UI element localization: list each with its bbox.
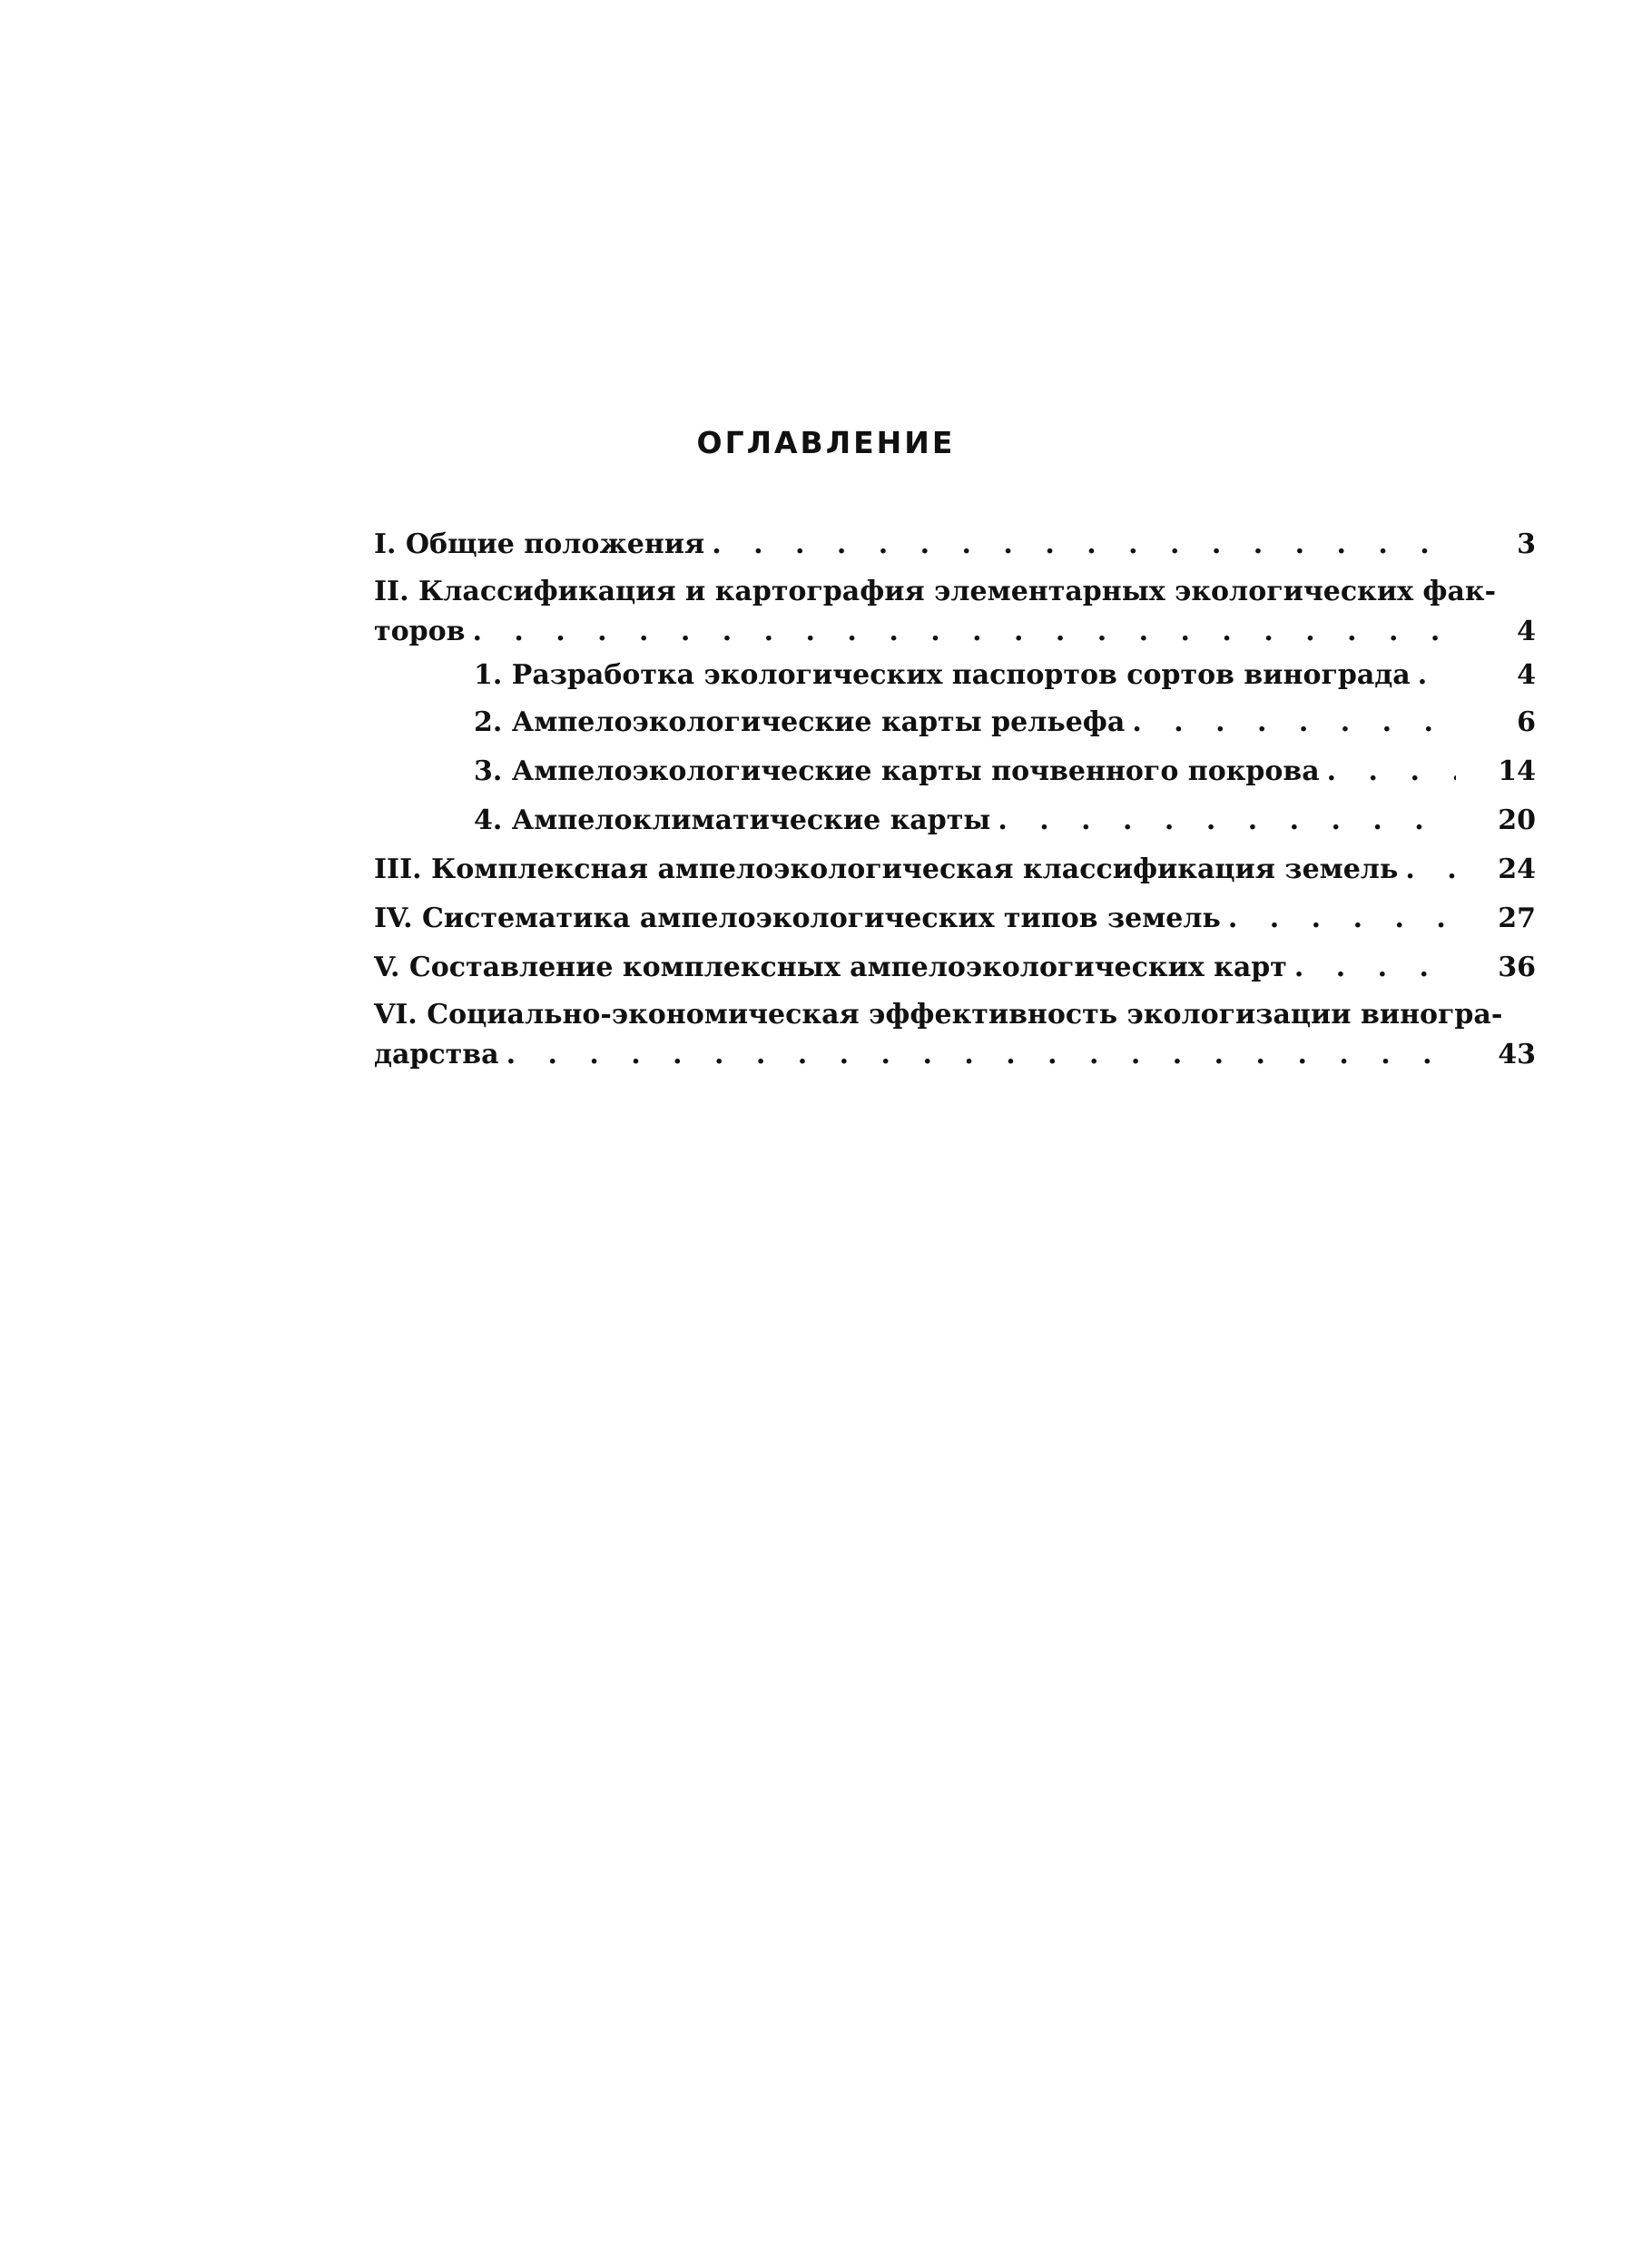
dot-leader — [506, 1035, 1456, 1075]
toc-entry-title: 2. Ампелоэкологические карты рельефа — [474, 706, 1126, 738]
table-of-contents — [374, 0, 1536, 2259]
dot-leader — [1294, 948, 1456, 988]
toc-entry-page: 36 — [1498, 952, 1536, 983]
page-title: ОГЛАВЛЕНИЕ — [696, 425, 956, 460]
dot-leader — [1405, 850, 1456, 890]
dot-leader — [712, 525, 1456, 565]
toc-entry-title: I. Общие положения — [374, 528, 705, 560]
toc-entry-section-2-2[interactable] — [474, 703, 1536, 743]
toc-entry-title: торов — [374, 616, 466, 647]
toc-entry-title: 1. Разработка экологических паспортов сортов винограда — [474, 659, 1411, 691]
toc-entry-title-line1: VI. Социально-экономическая эффективность экологизации виногра- — [374, 999, 1503, 1031]
dot-leader — [998, 801, 1456, 841]
toc-entry-page: 24 — [1498, 853, 1536, 885]
toc-entry-chapter-1[interactable] — [374, 525, 1536, 565]
toc-entry-title: дарства — [374, 1039, 499, 1070]
toc-entry-section-2-3[interactable] — [474, 752, 1536, 792]
toc-entry-page: 14 — [1498, 755, 1536, 787]
toc-entry-title: 4. Ампелоклиматические карты — [474, 804, 991, 836]
toc-entry-section-2-1[interactable] — [474, 656, 1536, 695]
dot-leader — [1228, 899, 1456, 939]
toc-entry-page: 4 — [1517, 616, 1536, 647]
toc-entry-title: V. Составление комплексных ампелоэкологических карт — [374, 952, 1287, 983]
toc-entry-page: 43 — [1498, 1039, 1536, 1070]
toc-entry-chapter-4[interactable] — [374, 899, 1536, 939]
toc-entry-chapter-6[interactable] — [374, 995, 1536, 1075]
toc-entry-title: IV. Систематика ампелоэкологических типов земель — [374, 903, 1221, 934]
dot-leader — [472, 612, 1456, 652]
dot-leader — [1418, 656, 1456, 695]
toc-entry-page: 20 — [1498, 804, 1536, 836]
dot-leader — [1132, 703, 1456, 743]
dot-leader — [1327, 752, 1456, 792]
toc-entry-title-line1: II. Классификация и картография элементарных экологических фак- — [374, 576, 1497, 607]
toc-entry-section-2-4[interactable] — [474, 801, 1536, 841]
toc-entry-chapter-5[interactable] — [374, 948, 1536, 988]
toc-entry-title: III. Комплексная ампелоэкологическая классификация земель — [374, 853, 1399, 885]
toc-entry-page: 3 — [1517, 528, 1536, 560]
toc-entry-chapter-3[interactable] — [374, 850, 1536, 890]
toc-entry-title: 3. Ампелоэкологические карты почвенного покрова — [474, 755, 1320, 787]
toc-entry-page: 4 — [1517, 659, 1536, 691]
toc-entry-page: 6 — [1517, 706, 1536, 738]
toc-entry-page: 27 — [1498, 903, 1536, 934]
toc-entry-chapter-2[interactable] — [374, 572, 1536, 652]
